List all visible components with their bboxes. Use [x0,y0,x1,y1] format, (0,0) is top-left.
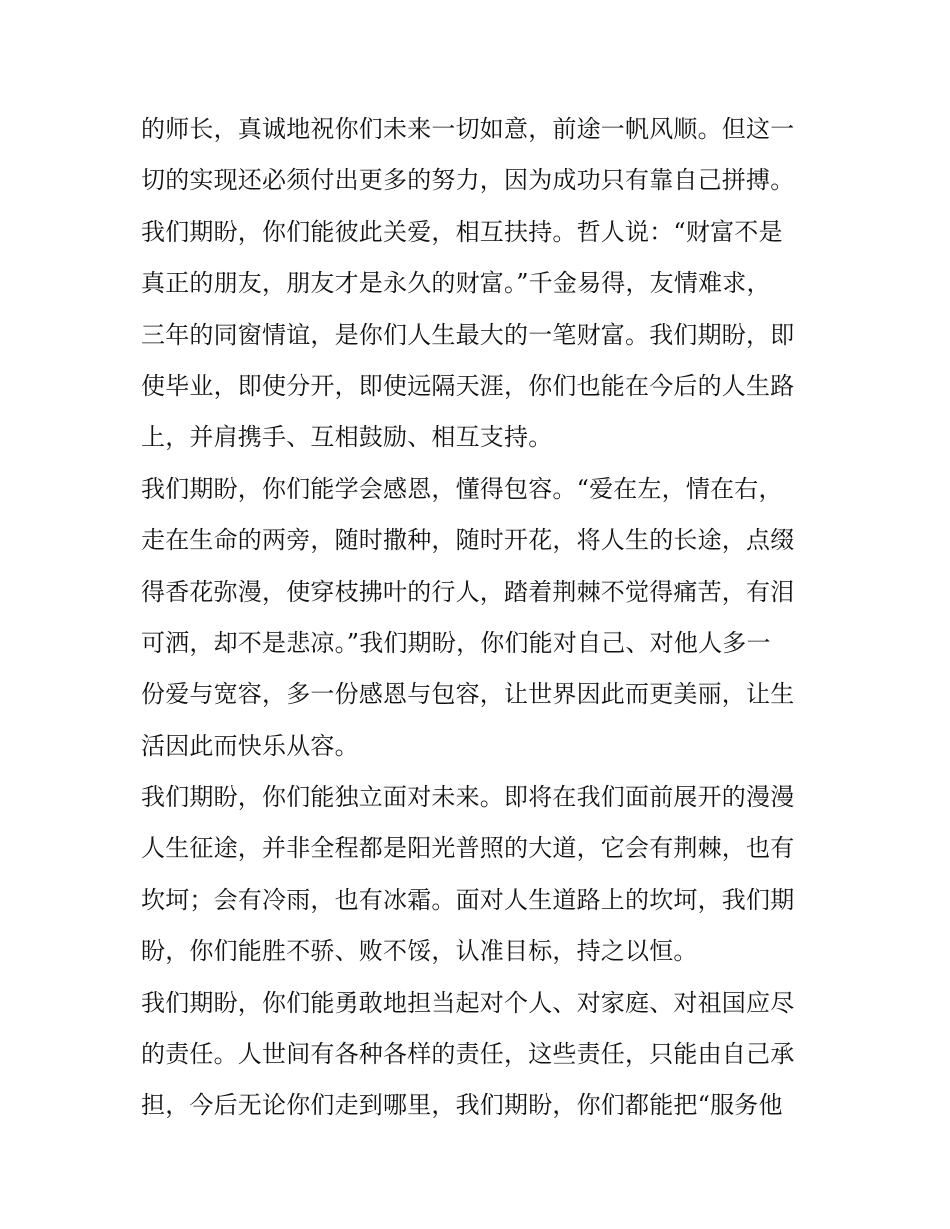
text-line: 的师长，真诚地祝你们未来一切如意，前途一帆风顺。但这一 [141,115,795,143]
text-line: 走在生命的两旁，随时撒种，随时开花，将人生的长途，点缀 [141,526,795,555]
text-line: 我们期盼，你们能勇敢地担当起对个人、对家庭、对祖国应尽 [141,988,795,1017]
text-line: 得香花弥漫，使穿枝拂叶的行人，踏着荆棘不觉得痛苦，有泪 [141,577,795,606]
text-line: 活因此而快乐从容。 [141,731,359,760]
text-line: 人生征途，并非全程都是阳光普照的大道，它会有荆棘，也有 [141,834,795,863]
text-line: 三年的同窗情谊，是你们人生最大的一笔财富。我们期盼，即 [141,320,795,349]
text-line: 上，并肩携手、互相鼓励、相互支持。 [141,423,553,452]
text-line: 使毕业，即使分开，即使远隔天涯，你们也能在今后的人生路 [141,371,795,400]
text-line: 担，今后无论你们走到哪里，我们期盼，你们都能把“服务他 [141,1091,783,1120]
text-line: 我们期盼，你们能独立面对未来。即将在我们面前展开的漫漫 [141,783,795,812]
text-line: 盼，你们能胜不骄、败不馁，认准目标，持之以恒。 [141,937,698,966]
text-line: 的责任。人世间有各种各样的责任，这些责任，只能由自己承 [141,1040,795,1069]
body-text [141,104,821,1132]
text-line: 坎坷；会有冷雨，也有冰霜。面对人生道路上的坎坷，我们期 [141,885,795,914]
text-line: 切的实现还必须付出更多的努力，因为成功只有靠自己拼搏。 [141,166,795,195]
text-line: 真正的朋友，朋友才是永久的财富。”千金易得，友情难求， [141,269,771,298]
text-line: 可洒，却不是悲凉。”我们期盼，你们能对自己、对他人多一 [141,628,771,657]
text-line: 我们期盼，你们能彼此关爱，相互扶持。哲人说：“财富不是 [141,217,783,246]
text-line: 我们期盼，你们能学会感恩，懂得包容。“爱在左，情在右， [141,474,783,503]
text-line: 份爱与宽容，多一份感恩与包容，让世界因此而更美丽，让生 [141,680,795,709]
